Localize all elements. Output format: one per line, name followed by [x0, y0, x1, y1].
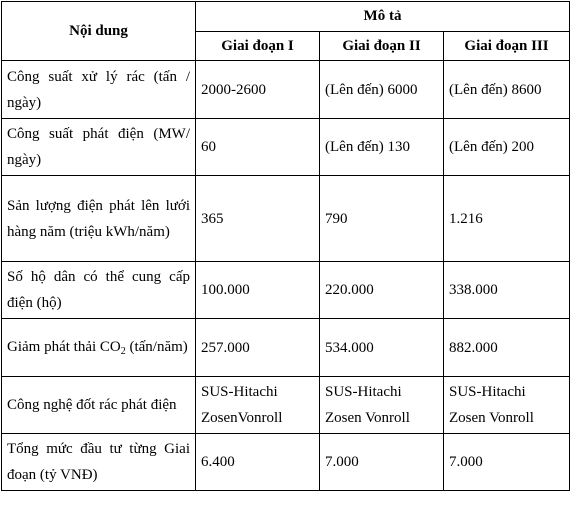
content-header: Nội dung: [2, 2, 196, 61]
phase-3-value: (Lên đến) 8600: [444, 61, 570, 119]
phase-3-value: (Lên đến) 200: [444, 119, 570, 176]
header-row-top: [2, 2, 570, 32]
phase-1-value: 60: [196, 119, 320, 176]
co2-unit-text: (tấn/năm): [129, 338, 188, 355]
phase-3-value: 338.000: [444, 262, 570, 319]
phase-1-value: 257.000: [196, 319, 320, 377]
row-label: Tổng mức đầu tư từng Giai đoạn (tỷ VNĐ): [2, 434, 196, 491]
co2-label-text: Giảm phát thải CO: [7, 338, 121, 355]
table-row: [2, 176, 570, 262]
phase-1-value: 365: [196, 176, 320, 262]
tech-line: SUS-Hitachi: [201, 384, 278, 400]
phase-3-header: Giai đoạn III: [444, 32, 570, 61]
phase-1-value: 2000-2600: [196, 61, 320, 119]
phase-2-value: 220.000: [320, 262, 444, 319]
table-row: [2, 119, 570, 176]
table-row: [2, 434, 570, 491]
phase-2-header: Giai đoạn II: [320, 32, 444, 61]
phase-2-value: [320, 377, 444, 434]
row-label: Sản lượng điện phát lên lưới hàng năm (triệu kWh/năm): [2, 176, 196, 262]
table-row: [2, 377, 570, 434]
table-row: [2, 319, 570, 377]
description-header: Mô tả: [196, 2, 570, 32]
row-label: [2, 319, 196, 377]
tech-line: ZosenVonroll: [201, 410, 283, 426]
phase-1-value: 6.400: [196, 434, 320, 491]
table-row: [2, 61, 570, 119]
row-label: Số hộ dân có thể cung cấp điện (hộ): [2, 262, 196, 319]
phase-1-value: [196, 377, 320, 434]
phase-2-value: 7.000: [320, 434, 444, 491]
row-label: Công suất xử lý rác (tấn / ngày): [2, 61, 196, 119]
phase-2-value: 534.000: [320, 319, 444, 377]
co2-subscript: 2: [120, 345, 126, 357]
phase-3-value: 1.216: [444, 176, 570, 262]
table-row: [2, 262, 570, 319]
row-label: Công suất phát điện (MW/ ngày): [2, 119, 196, 176]
phase-2-value: (Lên đến) 6000: [320, 61, 444, 119]
phase-2-value: 790: [320, 176, 444, 262]
phase-1-value: 100.000: [196, 262, 320, 319]
phase-3-value: [444, 377, 570, 434]
tech-line: Zosen Vonroll: [449, 410, 534, 426]
phase-1-header: Giai đoạn I: [196, 32, 320, 61]
phase-2-value: (Lên đến) 130: [320, 119, 444, 176]
tech-line: Zosen Vonroll: [325, 410, 410, 426]
row-label: Công nghệ đốt rác phát điện: [2, 377, 196, 434]
tech-line: SUS-Hitachi: [449, 384, 526, 400]
phase-3-value: 882.000: [444, 319, 570, 377]
tech-line: SUS-Hitachi: [325, 384, 402, 400]
project-spec-table: [1, 1, 570, 491]
phase-3-value: 7.000: [444, 434, 570, 491]
